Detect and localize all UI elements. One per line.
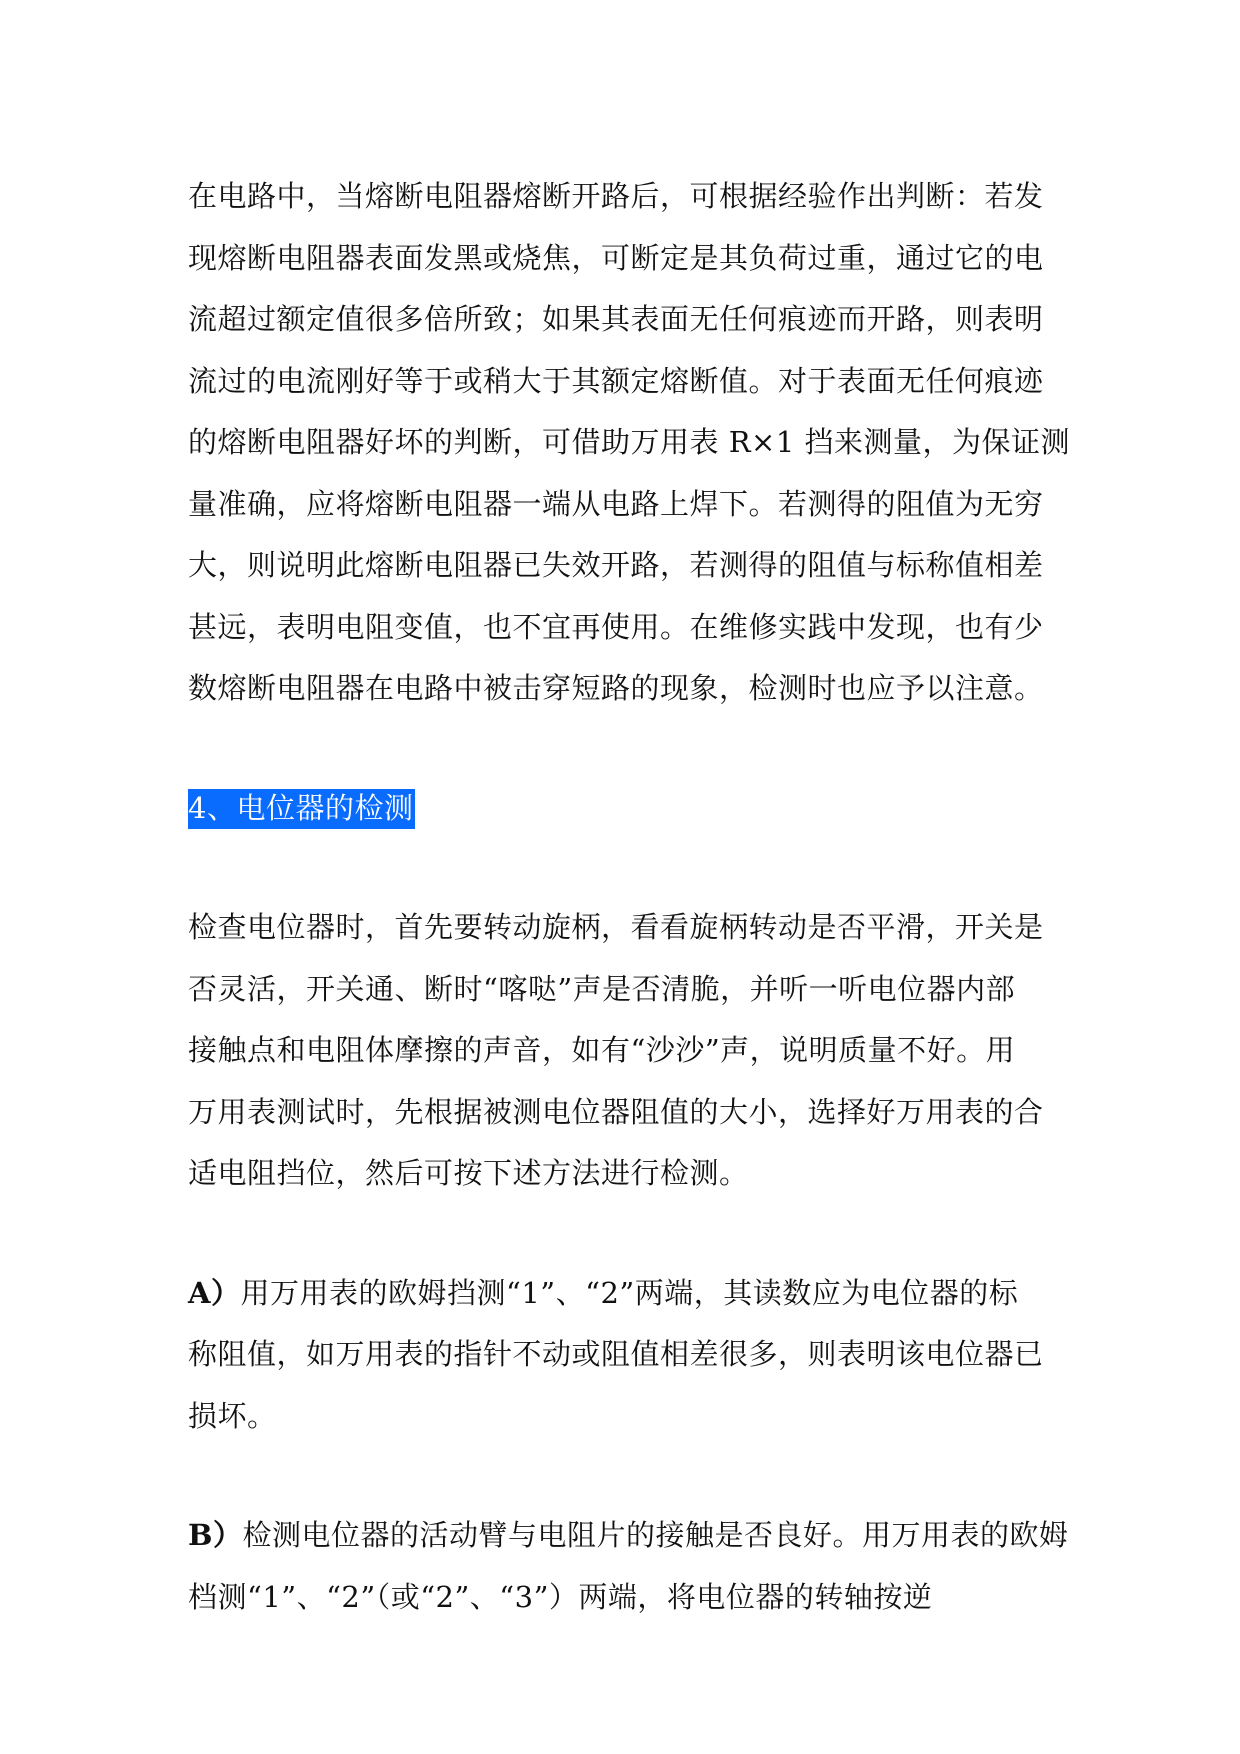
text-line: 检查电位器时，首先要转动旋柄，看看旋柄转动是否平滑，开关是 — [188, 910, 1044, 944]
text-line: 在电路中，当熔断电阻器熔断开路后，可根据经验作出判断：若发 — [188, 179, 1044, 213]
section-heading — [188, 778, 1068, 840]
paragraph-potentiometer-check — [188, 897, 1068, 1205]
text-line: 数熔断电阻器在电路中被击穿短路的现象，检测时也应予以注意。 — [188, 671, 1044, 705]
text-line — [188, 1505, 1068, 1567]
text-line: 的熔断电阻器好坏的判断，可借助万用表 R×1 挡来测量，为保证测 — [188, 425, 1071, 459]
paragraph-spacer — [188, 1447, 1068, 1505]
highlighted-heading-text: 4、电位器的检测 — [188, 789, 415, 829]
text-line: 否灵活，开关通、断时“喀哒”声是否清脆，并听一听电位器内部 — [188, 971, 1016, 1006]
paragraph-fuse-resistor — [188, 166, 1071, 720]
paragraph-spacer — [188, 839, 1068, 897]
paragraph-spacer — [188, 720, 1068, 778]
text-line: 适电阻挡位，然后可按下述方法进行检测。 — [188, 1156, 749, 1190]
document-body — [188, 166, 1071, 1628]
item-a-first-line: 用万用表的欧姆挡测“1”、“2”两端，其读数应为电位器的标 — [240, 1275, 1019, 1310]
item-b-paragraph — [188, 1505, 1068, 1628]
item-b-label: B） — [188, 1518, 243, 1552]
text-line: 流过的电流刚好等于或稍大于其额定熔断值。对于表面无任何痕迹 — [188, 363, 1044, 398]
text-line — [188, 1263, 1068, 1325]
item-b-first-line: 检测电位器的活动臂与电阻片的接触是否良好。用万用表的欧姆 — [242, 1518, 1069, 1552]
text-line: 甚远，表明电阻变值，也不宜再使用。在维修实践中发现，也有少 — [188, 609, 1044, 644]
text-line: 万用表测试时，先根据被测电位器阻值的大小，选择好万用表的合 — [188, 1094, 1044, 1129]
text-line: 称阻值，如万用表的指针不动或阻值相差很多，则表明该电位器已 — [188, 1337, 1044, 1371]
text-line: 接触点和电阻体摩擦的声音，如有“沙沙”声，说明质量不好。用 — [188, 1033, 1016, 1067]
item-a-label: A） — [188, 1275, 241, 1310]
text-line: 大，则说明此熔断电阻器已失效开路，若测得的阻值与标称值相差 — [188, 548, 1044, 582]
text-line: 档测“1”、“2”（或“2”、“3”）两端，将电位器的转轴按逆 — [188, 1579, 933, 1614]
text-line: 现熔断电阻器表面发黑或烧焦，可断定是其负荷过重，通过它的电 — [188, 240, 1044, 275]
paragraph-spacer — [188, 1205, 1068, 1263]
item-a-paragraph — [188, 1263, 1068, 1448]
text-line: 损坏。 — [188, 1398, 277, 1433]
text-line: 量准确，应将熔断电阻器一端从电路上焊下。若测得的阻值为无穷 — [188, 486, 1044, 521]
text-line: 流超过额定值很多倍所致；如果其表面无任何痕迹而开路，则表明 — [188, 302, 1044, 336]
